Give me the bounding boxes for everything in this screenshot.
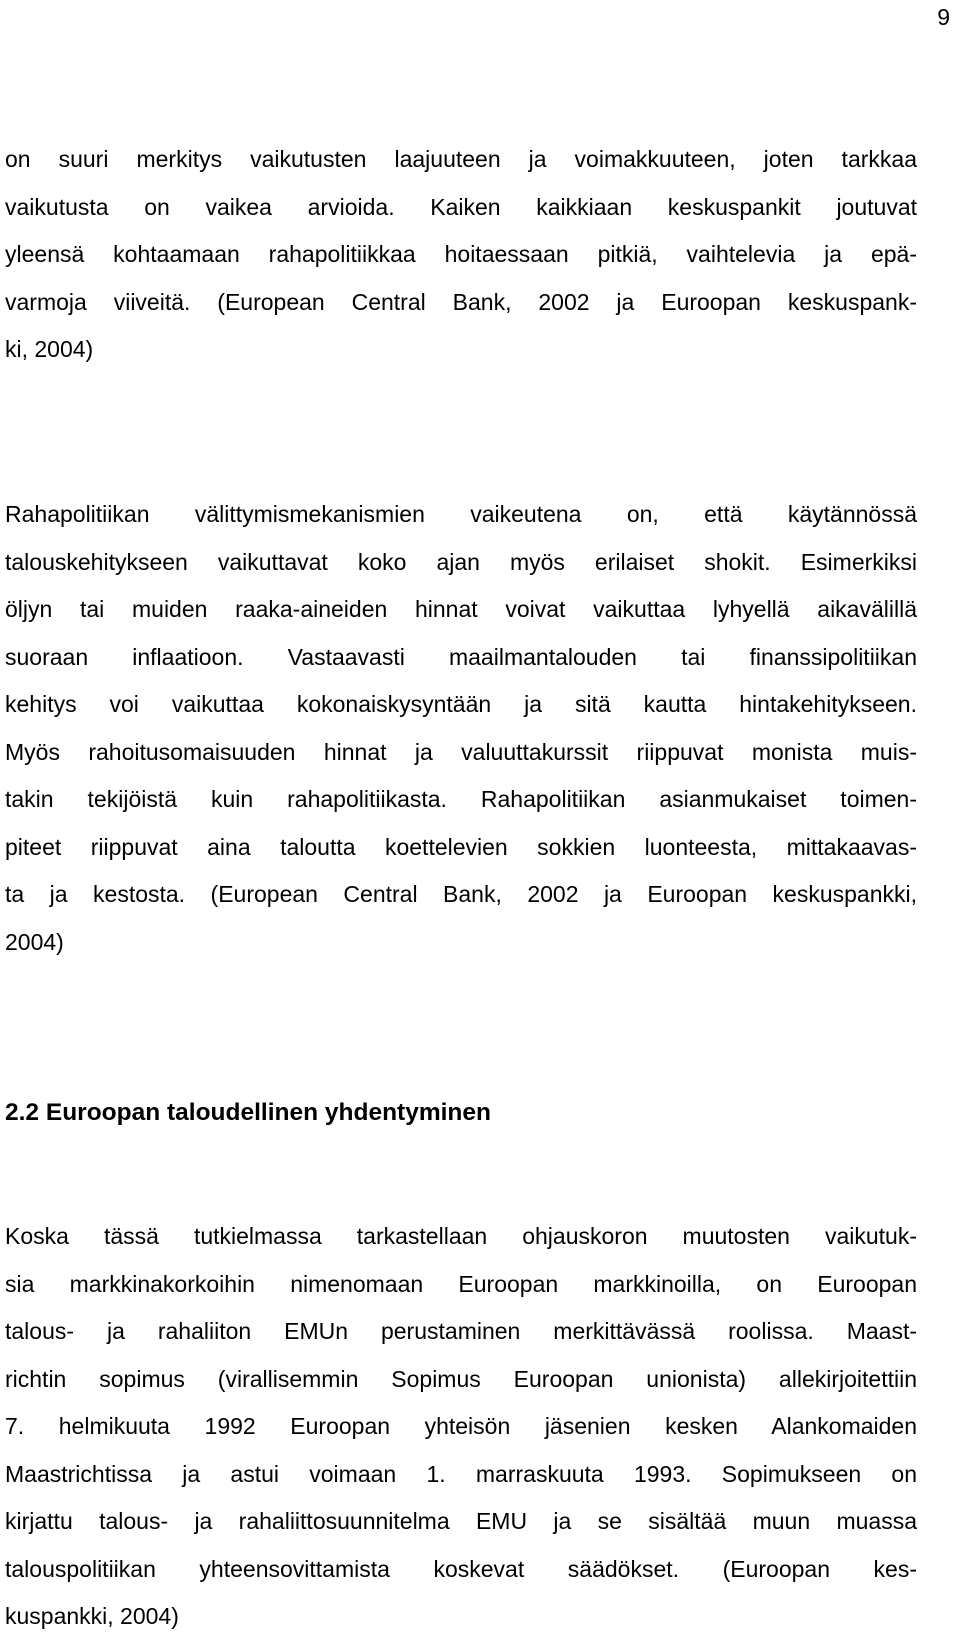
text-line: Rahapolitiikan välittymismekanismien vaikeutena on, että käytännössä: [5, 501, 917, 527]
text-line: varmoja viiveitä. (European Central Bank, 2002 ja Euroopan keskuspank-: [5, 288, 917, 315]
text-line: vaikutusta on vaikea arvioida. Kaiken kaikkiaan keskuspankit joutuvat: [5, 193, 917, 220]
text-line: kirjattu talous- ja rahaliittosuunnitelma EMU ja se sisältää muun muassa: [5, 1508, 917, 1534]
text-line: Maastrichtissa ja astui voimaan 1. marraskuuta 1993. Sopimukseen on: [5, 1460, 917, 1487]
text-line: talouskehitykseen vaikuttavat koko ajan myös erilaiset shokit. Esimerkiksi: [5, 548, 917, 575]
text-line: ki, 2004): [5, 336, 94, 362]
text-line: talous- ja rahaliiton EMUn perustaminen merkittävässä roolissa. Maast-: [5, 1318, 917, 1344]
paragraph-transmission-lags: [5, 136, 917, 374]
text-line: öljyn tai muiden raaka-aineiden hinnat voivat vaikuttaa lyhyellä aikavälillä: [5, 596, 917, 622]
text-line: ta ja kestosta. (European Central Bank, 2002 ja Euroopan keskuspankki,: [5, 881, 917, 907]
paragraph-shocks: [5, 491, 917, 966]
text-line: richtin sopimus (virallisemmin Sopimus Euroopan unionista) allekirjoitettiin: [5, 1365, 917, 1392]
text-line: 2004): [5, 928, 64, 955]
section-heading: 2.2 Euroopan taloudellinen yhdentyminen: [5, 1099, 491, 1126]
text-line: piteet riippuvat aina taloutta koettelevien sokkien luonteesta, mittakaavas-: [5, 833, 917, 860]
text-line: kehitys voi vaikuttaa kokonaiskysyntään ja sitä kautta hintakehitykseen.: [5, 691, 917, 717]
text-line: Koska tässä tutkielmassa tarkastellaan ohjauskoron muutosten vaikutuk-: [5, 1223, 917, 1249]
text-line: 7. helmikuuta 1992 Euroopan yhteisön jäsenien kesken Alankomaiden: [5, 1413, 917, 1439]
text-line: on suuri merkitys vaikutusten laajuuteen ja voimakkuuteen, joten tarkkaa: [5, 146, 917, 172]
paragraph-emu: [5, 1213, 917, 1641]
text-line: kuspankki, 2004): [5, 1603, 179, 1629]
text-line: sia markkinakorkoihin nimenomaan Euroopan markkinoilla, on Euroopan: [5, 1270, 917, 1297]
text-line: suoraan inflaatioon. Vastaavasti maailmantalouden tai finanssipolitiikan: [5, 643, 917, 670]
text-line: talouspolitiikan yhteensovittamista koskevat säädökset. (Euroopan kes-: [5, 1555, 917, 1582]
text-line: Myös rahoitusomaisuuden hinnat ja valuuttakurssit riippuvat monista muis-: [5, 738, 917, 765]
page-number: 9: [937, 4, 950, 30]
text-line: takin tekijöistä kuin rahapolitiikasta. Rahapolitiikan asianmukaiset toimen-: [5, 786, 917, 812]
text-line: yleensä kohtaamaan rahapolitiikkaa hoitaessaan pitkiä, vaihtelevia ja epä-: [5, 241, 917, 267]
